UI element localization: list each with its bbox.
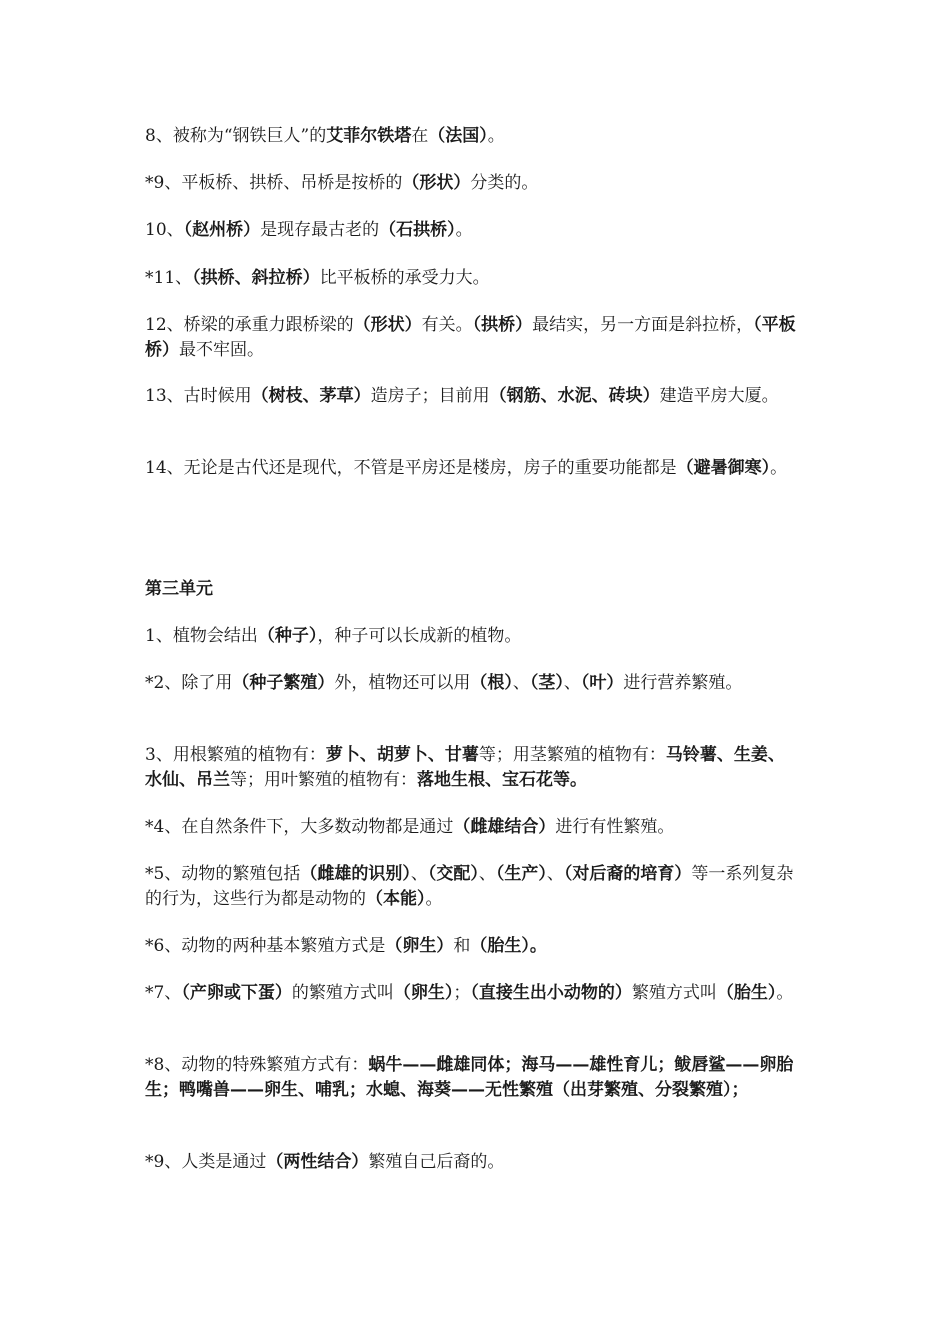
answer-text: （两性结合） [266,1152,369,1172]
text-segment: 。 [487,126,505,146]
answer-text: （交配） [427,864,479,884]
paragraph [145,743,800,793]
text-segment: 。 [455,220,473,240]
text-segment: 。 [776,983,794,1003]
text-segment: 、 [512,673,530,693]
paragraph [145,218,800,243]
answer-text: （卵生） [393,983,454,1003]
answer-text: 艾菲尔铁塔 [326,126,412,146]
paragraph [145,1150,800,1175]
paragraph [145,313,800,363]
answer-text: 萝卜、胡萝卜、甘薯 [325,745,479,765]
text-segment: 在 [411,126,429,146]
paragraph [145,456,800,481]
answer-text: （直接生出小动物的） [470,983,632,1003]
text-segment: 有关。 [421,315,473,335]
answer-text: （雌雄结合） [453,817,556,837]
answer-text: （对后裔的培育） [563,864,692,884]
text-segment: 建造平房大厦。 [659,386,779,406]
text-segment: 进行有性繁殖。 [555,817,675,837]
text-segment: 。 [425,889,443,909]
text-segment: 13、古时候用 [145,386,252,406]
paragraph [145,981,800,1006]
text-segment: *7、 [145,983,182,1003]
text-segment: 等；用叶繁殖的植物有： [230,770,417,790]
answer-text: （拱桥、斜拉桥） [192,268,320,288]
answer-text: （雌雄的识别） [300,864,411,884]
answer-text: （产卵或下蛋） [181,983,292,1003]
text-segment: 比平板桥的承受力大。 [319,268,490,288]
answer-text: （树枝、茅草） [251,386,371,406]
paragraph [145,815,800,840]
text-segment: 的繁殖方式叫 [291,983,394,1003]
text-segment: *2、除了用 [145,673,233,693]
text-segment: 造房子；目前用 [370,386,490,406]
text-segment: 最结实，另一方面是斜拉桥， [532,315,754,335]
paragraph [145,384,800,409]
section-heading: 第三单元 [145,579,213,599]
text-segment: 分类的。 [470,173,539,193]
text-segment: 14、无论是古代还是现代，不管是平房还是楼房，房子的重要功能都是 [145,458,677,478]
paragraph [145,124,800,149]
text-segment: 、 [478,864,496,884]
paragraph [145,624,800,649]
answer-text: （形状） [402,173,471,193]
text-segment: 、 [410,864,428,884]
text-segment: *9、平板桥、拱桥、吊桥是按桥的 [145,173,403,193]
answer-text: （茎） [529,673,564,693]
answer-text: （生产） [495,864,547,884]
paragraph [145,934,800,959]
answer-text: （胎生）。 [470,936,547,956]
answer-text: （石拱桥） [379,220,456,240]
answer-text: （法国） [428,126,488,146]
paragraph [145,1053,800,1103]
answer-text: （叶） [580,673,624,693]
text-segment: *6、动物的两种基本繁殖方式是 [145,936,386,956]
answer-text: （钢筋、水泥、砖块） [489,386,660,406]
text-segment: 和 [453,936,471,956]
answer-text: 蜗牛——雌雄同体；海马——雄性育儿；鲅唇鲨——卵胎生；鸭嘴兽——卵生、哺乳；水螅、海葵——无性繁殖（出芽繁殖、分裂繁殖）； [145,1055,794,1100]
text-segment: ，种子可以长成新的植物。 [317,626,522,646]
answer-text: （平板桥） [145,315,796,360]
text-segment: 、 [546,864,564,884]
paragraph [145,671,800,696]
paragraph [145,171,800,196]
answer-text: （形状） [353,315,422,335]
answer-text: （卵生） [385,936,454,956]
text-segment: 8、被称为“钢铁巨人”的 [145,126,327,146]
paragraph [145,266,800,291]
text-segment: 。 [770,458,788,478]
text-segment: 最不牢固。 [179,340,264,360]
text-segment: 外，植物还可以用 [334,673,471,693]
text-segment: 3、用根繁殖的植物有： [145,745,326,765]
text-segment: *4、在自然条件下，大多数动物都是通过 [145,817,454,837]
answer-text: 落地生根、宝石花等。 [417,770,587,790]
text-segment: *11、 [145,268,193,288]
text-segment: 、 [563,673,581,693]
text-segment: *8、动物的特殊繁殖方式有： [145,1055,369,1075]
text-segment: 等；用茎繁殖的植物有： [478,745,666,765]
answer-text: （避暑御寒） [676,458,771,478]
answer-text: （种子繁殖） [232,673,335,693]
answer-text: （胎生） [716,983,777,1003]
text-segment: 是现存最古老的 [260,220,380,240]
text-segment: 进行营养繁殖。 [623,673,743,693]
text-segment: 繁殖方式叫 [631,983,717,1003]
text-segment: *5、动物的繁殖包括 [145,864,301,884]
text-segment: 等一系列复杂的行为，这些行为都是动物的 [145,864,794,909]
answer-text: 马铃薯、生姜、水仙、吊兰 [145,745,785,790]
text-segment: 12、桥梁的承重力跟桥梁的 [145,315,354,335]
answer-text: （根） [470,673,513,693]
answer-text: （本能） [366,889,426,909]
text-segment: *9、人类是通过 [145,1152,267,1172]
answer-text: （赵州桥） [183,220,261,240]
answer-text: （拱桥） [472,315,533,335]
text-segment: 1、植物会结出 [145,626,258,646]
text-segment: 繁殖自己后裔的。 [368,1152,505,1172]
paragraph [145,862,800,912]
answer-text: （种子） [257,626,318,646]
text-segment: ； [453,983,471,1003]
text-segment: 10、 [145,220,184,240]
